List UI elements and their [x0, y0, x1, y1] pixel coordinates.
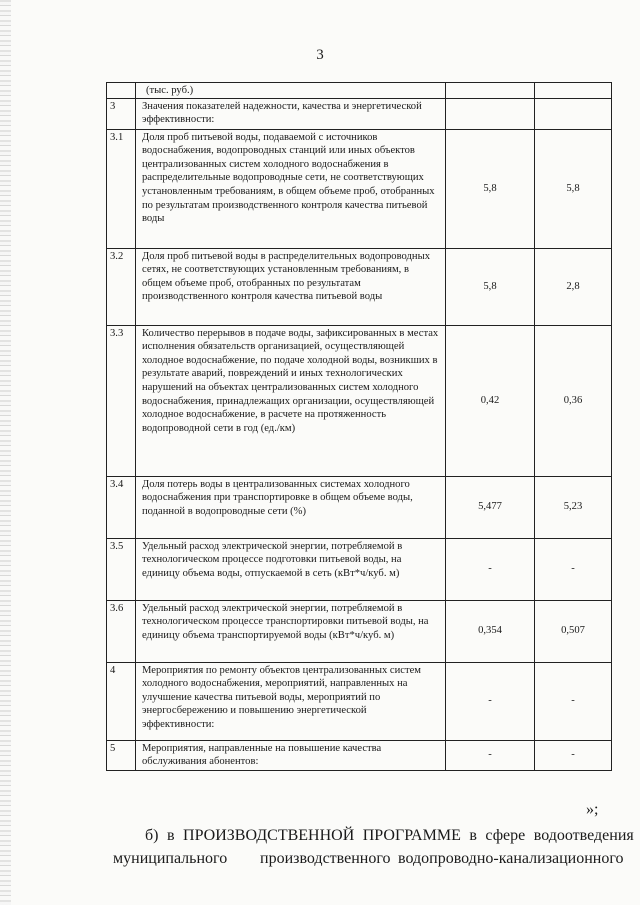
value-col-2: 5,23 — [535, 476, 612, 538]
row-description: Доля потерь воды в централизованных системах холодного водоснабжения при транспортировке в общем объеме воды, поданной в водопроводные сети (%) — [136, 476, 446, 538]
paragraph-text: б) в ПРОИЗВОДСТВЕННОЙ ПРОГРАММЕ в сфере водоотведения — [145, 827, 634, 844]
table-row — [107, 129, 612, 248]
row-number: 3.5 — [107, 538, 136, 600]
value-col-1: 0,354 — [446, 600, 535, 662]
row-description: Удельный расход электрической энергии, потребляемой в технологическом процессе подготовки питьевой воды, на единицу объема воды, отпускаемой в сеть (кВт*ч/куб. м) — [136, 538, 446, 600]
value-col-2: 5,8 — [535, 129, 612, 248]
row-description: Мероприятия, направленные на повышение качества обслуживания абонентов: — [136, 740, 446, 770]
value-col-1 — [446, 83, 535, 99]
row-number: 3.6 — [107, 600, 136, 662]
row-description: Доля проб питьевой воды в распределительных водопроводных сетях, не соответствующих установленным требованиям, в общем объеме проб, отобранных по результатам производственного контроля качества питьевой воды — [136, 248, 446, 325]
row-number: 3.3 — [107, 325, 136, 476]
value-col-2: - — [535, 740, 612, 770]
row-description: (тыс. руб.) — [136, 83, 446, 99]
row-number: 3.2 — [107, 248, 136, 325]
paragraph-word: водопроводно-канализационного — [398, 850, 624, 867]
table-row — [107, 600, 612, 662]
value-col-1: 5,8 — [446, 248, 535, 325]
value-col-1: 5,477 — [446, 476, 535, 538]
table-row — [107, 662, 612, 740]
value-col-2: - — [535, 538, 612, 600]
table-row — [107, 476, 612, 538]
paragraph-word: производственного — [260, 850, 391, 867]
row-description: Значения показателей надежности, качества и энергетической эффективности: — [136, 98, 446, 129]
value-col-2 — [535, 98, 612, 129]
page-number: 3 — [316, 47, 324, 63]
row-description: Мероприятия по ремонту объектов централизованных систем холодного водоснабжения, мероприятий, направленных на улучшение качества питьевой воды, мероприятий по энергосбережению и повышению энергетической эффективности: — [136, 662, 446, 740]
row-description: Удельный расход электрической энергии, потребляемой в технологическом процессе транспортировки питьевой воды, на единицу объема транспортируемой воды (кВт*ч/куб. м) — [136, 600, 446, 662]
row-number: 3.4 — [107, 476, 136, 538]
table-row — [107, 740, 612, 770]
row-number: 4 — [107, 662, 136, 740]
scan-binding-edge — [0, 0, 11, 905]
value-col-2: 0,507 — [535, 600, 612, 662]
value-col-1: - — [446, 662, 535, 740]
table-row — [107, 248, 612, 325]
table-row — [107, 538, 612, 600]
value-col-1: - — [446, 538, 535, 600]
row-description: Доля проб питьевой воды, подаваемой с источников водоснабжения, водопроводных станций или иных объектов централизованных систем холодного водоснабжения в распределительные водопроводные сети, не соответствующих установленным требованиям, в общем объеме проб, отобранных по результатам производственного контроля качества питьевой воды — [136, 129, 446, 248]
value-col-1: 0,42 — [446, 325, 535, 476]
row-number — [107, 83, 136, 99]
value-col-1: - — [446, 740, 535, 770]
table-row — [107, 325, 612, 476]
indicators-table — [106, 82, 612, 771]
value-col-1 — [446, 98, 535, 129]
row-number: 5 — [107, 740, 136, 770]
value-col-2: - — [535, 662, 612, 740]
value-col-2 — [535, 83, 612, 99]
value-col-1: 5,8 — [446, 129, 535, 248]
table-row — [107, 98, 612, 129]
paragraph-word: муниципального — [113, 850, 228, 867]
table-row — [107, 83, 612, 99]
value-col-2: 2,8 — [535, 248, 612, 325]
value-col-2: 0,36 — [535, 325, 612, 476]
row-description: Количество перерывов в подаче воды, зафиксированных в местах исполнения обязательств организацией, осуществляющей холодное водоснабжение, по подаче холодной воды, возникших в результате аварий, повреждений и иных технологических нарушений на объектах централизованных систем холодного водоснабжения, принадлежащих организации, осуществляющей холодное водоснабжение, в расчете на протяженность водопроводной сети в год (ед./км) — [136, 325, 446, 476]
row-number: 3 — [107, 98, 136, 129]
closing-quote: »; — [586, 801, 599, 818]
row-number: 3.1 — [107, 129, 136, 248]
